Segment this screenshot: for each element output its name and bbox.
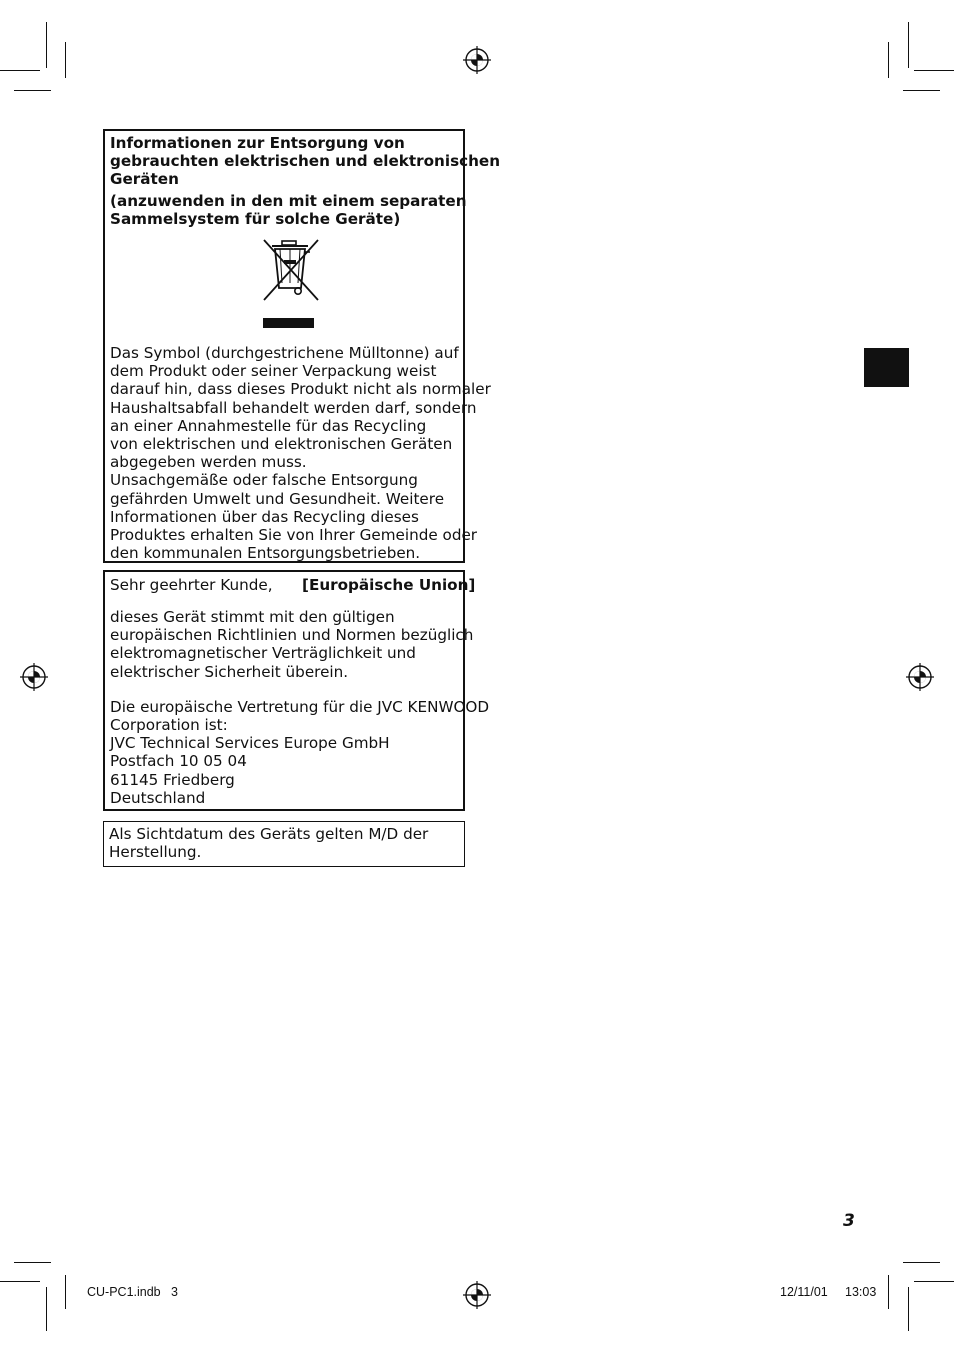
eu-greeting-row	[110, 576, 476, 594]
footer-file-info: CU-PC1.indb 3	[87, 1285, 179, 1299]
crop-mark	[888, 1275, 889, 1309]
date-note-box: Als Sichtdatum des Geräts gelten M/D der Herstellung.	[103, 821, 465, 867]
crop-mark	[888, 42, 889, 78]
weee-symbol	[110, 228, 463, 344]
section-tab-marker	[864, 348, 909, 387]
disposal-body: Das Symbol (durchgestrichene Mülltonne) auf dem Produkt oder seiner Verpackung weist darauf hin, dass dieses Produkt nicht als normaler Haushaltsabfall behandelt werden darf, sondern an einer Annahmestelle für das Recycling von elektrischen und elektronischen Geräten abgegeben werden muss. Unsachgemäße oder falsche Entsorgung gefährden Umwelt und Gesundheit. Weitere Informationen über das Recycling dieses Produktes erhalten Sie von Ihrer Gemeinde oder den kommunalen Entsorgungsbetrieben.	[110, 344, 491, 563]
eu-conformity-box	[103, 570, 490, 811]
disposal-heading: Informationen zur Entsorgung von gebrauchten elektrischen und elektronischen Geräten	[110, 134, 501, 189]
crop-mark	[0, 70, 40, 71]
crop-mark	[914, 70, 954, 71]
disposal-info-box	[103, 129, 501, 563]
crop-mark	[903, 90, 940, 91]
crop-mark	[0, 1281, 40, 1282]
disposal-subheading: (anzuwenden in den mit einem separaten Sammelsystem für solche Geräte)	[110, 191, 467, 228]
crop-mark	[65, 42, 66, 78]
registration-mark-icon	[463, 46, 491, 74]
crop-mark	[903, 1262, 940, 1263]
footer-time: 13:03	[845, 1285, 877, 1299]
registration-mark-icon	[906, 663, 934, 691]
crop-mark	[46, 22, 47, 68]
eu-greeting: Sehr geehrter Kunde,	[110, 576, 273, 594]
crop-mark	[14, 1262, 51, 1263]
registration-mark-icon	[463, 1281, 491, 1309]
eu-para-representative: Die europäische Vertretung für die JVC KENWOOD Corporation ist: JVC Technical Services Europe GmbH Postfach 10 05 04 61145 Friedberg Deutschland	[110, 697, 490, 807]
page-number: 3	[843, 1211, 855, 1231]
eu-region-label: [Europäische Union]	[302, 576, 476, 594]
crop-mark	[14, 90, 51, 91]
crossed-out-wheeled-bin-icon	[258, 238, 324, 306]
footer-date: 12/11/01	[780, 1285, 828, 1299]
crop-mark	[908, 22, 909, 68]
crop-mark	[46, 1287, 47, 1331]
registration-mark-icon	[20, 663, 48, 691]
crop-mark	[914, 1281, 954, 1282]
crop-mark	[908, 1287, 909, 1331]
weee-bar	[263, 318, 314, 328]
crop-mark	[65, 1275, 66, 1309]
eu-para-conformity: dieses Gerät stimmt mit den gültigen europäischen Richtlinien und Normen bezüglich elektromagnetischer Verträglichkeit und elektrischer Sicherheit überein.	[110, 608, 474, 681]
